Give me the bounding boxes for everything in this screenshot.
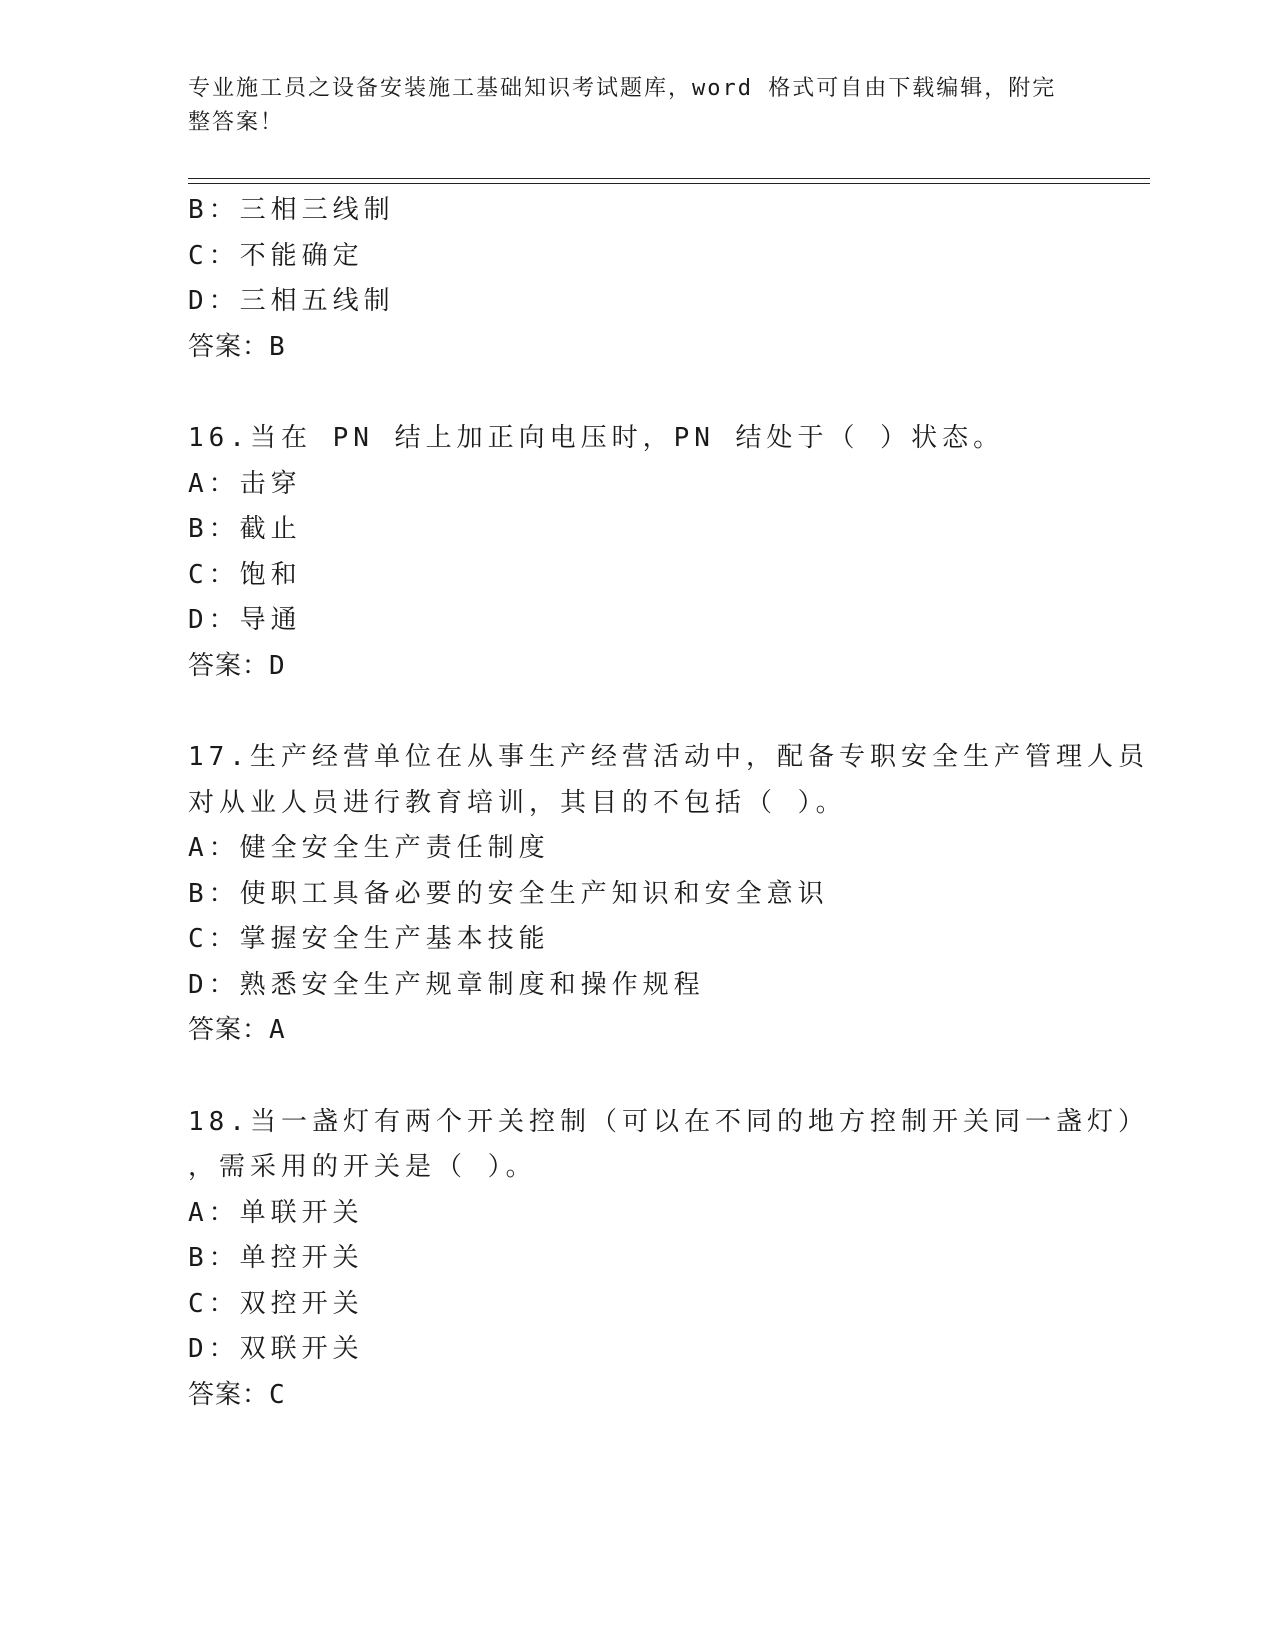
answer-line: 答案：D: [188, 650, 286, 681]
question-stem-line-2: 对从业人员进行教育培训，其目的不包括（ ）。: [188, 787, 847, 818]
question-content: [188, 188, 1149, 1418]
header-divider-top: [188, 178, 1150, 179]
answer-line: 答案：A: [188, 1015, 286, 1045]
option-d: D：三相五线制: [188, 286, 395, 316]
question-16: [188, 416, 1088, 689]
spacer: [188, 370, 1088, 416]
question-stem: 16.当在 PN 结上加正向电压时，PN 结处于（ ）状态。: [188, 423, 1005, 453]
question-stem-line-2: ，需采用的开关是（ ）。: [188, 1152, 537, 1182]
option-c: C：双控开关: [188, 1288, 364, 1319]
option-b: B：三相三线制: [188, 195, 395, 225]
option-a: A：健全安全生产责任制度: [188, 833, 550, 863]
question-stem-line-1: 18.当一盏灯有两个开关控制（可以在不同的地方控制开关同一盏灯）: [188, 1106, 1149, 1137]
header-line-1: 专业施工员之设备安装施工基础知识考试题库，word 格式可自由下载编辑，附完: [188, 76, 1057, 101]
option-c: C：掌握安全生产基本技能: [188, 924, 550, 954]
option-d: D：熟悉安全生产规章制度和操作规程: [188, 969, 705, 1000]
prev-question-block: [188, 188, 1088, 370]
spacer: [188, 689, 1088, 735]
option-c: C：不能确定: [188, 240, 364, 271]
question-18: [188, 1100, 1149, 1419]
answer-line: 答案：B: [188, 331, 286, 362]
option-a: A：单联开关: [188, 1197, 364, 1228]
option-c: C：饱和: [188, 559, 302, 590]
option-d: D：导通: [188, 605, 302, 635]
spacer: [188, 1054, 1088, 1100]
question-17: [188, 735, 1149, 1054]
answer-line: 答案：C: [188, 1379, 286, 1410]
document-header: [188, 72, 1068, 140]
option-b: B：使职工具备必要的安全生产知识和安全意识: [188, 878, 829, 909]
header-divider-bottom: [188, 183, 1150, 184]
header-line-2: 整答案！: [188, 110, 285, 135]
option-d: D：双联开关: [188, 1334, 364, 1364]
option-b: B：单控开关: [188, 1243, 364, 1273]
option-b: B：截止: [188, 514, 302, 544]
option-a: A：击穿: [188, 468, 302, 499]
question-stem-line-1: 17.生产经营单位在从事生产经营活动中，配备专职安全生产管理人员: [188, 742, 1149, 772]
